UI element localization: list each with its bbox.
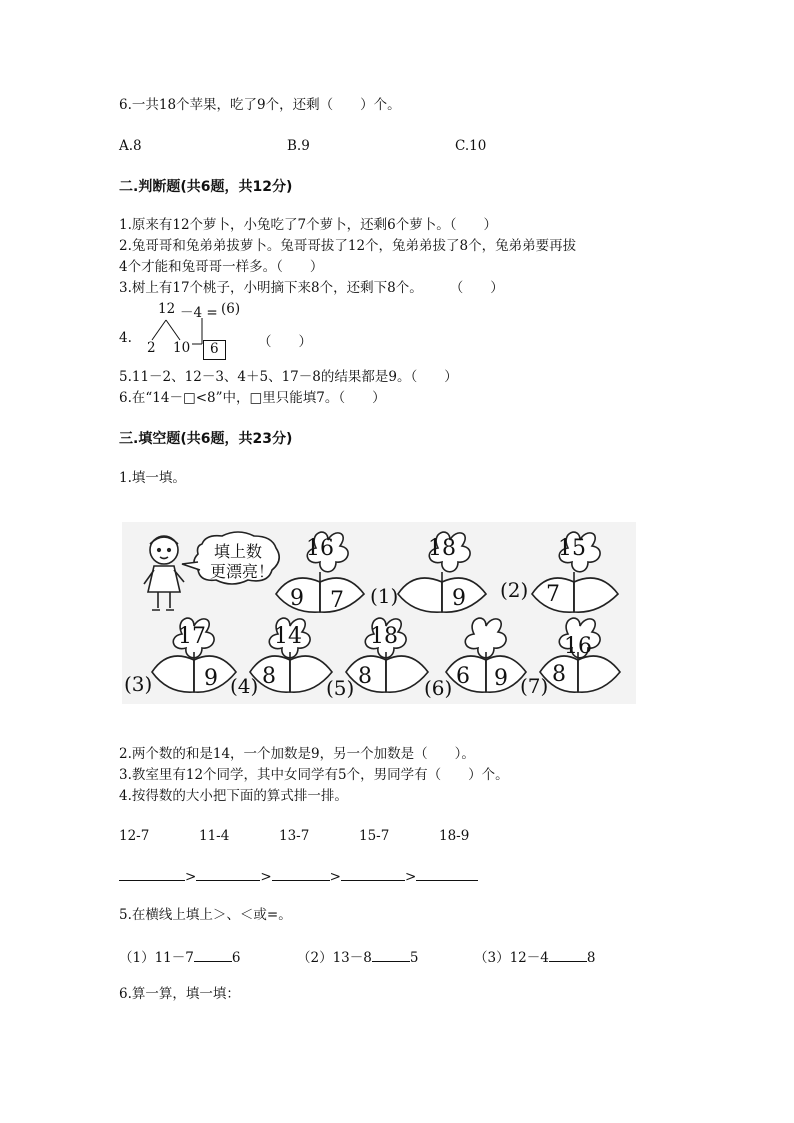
equation-operation: －4 = bbox=[180, 305, 218, 321]
flower-7-top: 16 bbox=[564, 634, 592, 659]
bubble-line-2: 更漂亮！ bbox=[210, 562, 275, 581]
compare-2 bbox=[297, 946, 418, 966]
gt-sign-2: > bbox=[260, 869, 272, 885]
flower-5-label: (5) bbox=[326, 676, 355, 700]
split-part-b: 10 bbox=[173, 340, 191, 356]
expression-4: 15-7 bbox=[359, 828, 390, 844]
gt-sign-1: > bbox=[185, 869, 197, 885]
expression-5: 18-9 bbox=[439, 828, 470, 844]
judge-item-1: 1.原来有12个萝卜，小兔吃了7个萝卜，还剩6个萝卜。（ ） bbox=[119, 217, 497, 233]
judge-item-2-cont: 4个才能和兔哥哥一样多。（ ） bbox=[119, 259, 324, 275]
compare-3-right: 8 bbox=[586, 950, 596, 966]
judge-item-4-paren: （ ） bbox=[258, 334, 312, 350]
expression-1: 12-7 bbox=[119, 828, 150, 844]
compare-3 bbox=[474, 946, 595, 966]
fill-item-3: 3.教室里有12个同学，其中女同学有5个，男同学有（ ）个。 bbox=[119, 767, 509, 783]
fill-item-1: 1.填一填。 bbox=[119, 470, 186, 486]
flower-4-top: 14 bbox=[274, 624, 302, 649]
flower-0-left: 9 bbox=[290, 586, 304, 611]
option-c[interactable]: C.10 bbox=[455, 138, 487, 154]
ordering-blank-3[interactable] bbox=[272, 866, 330, 881]
expression-2: 11-4 bbox=[199, 828, 230, 844]
ordering-blank-1[interactable] bbox=[119, 866, 185, 881]
flower-4-left: 8 bbox=[262, 664, 276, 689]
flower-3-label: (3) bbox=[124, 672, 153, 696]
fill-item-6: 6.算一算，填一填： bbox=[119, 986, 240, 1002]
bubble-line-1: 填上数 bbox=[214, 542, 263, 561]
compare-2-right: 5 bbox=[409, 950, 419, 966]
compare-3-left: （3）12－4 bbox=[474, 950, 549, 966]
flower-3-right: 9 bbox=[204, 666, 218, 691]
flower-7-label: (7) bbox=[520, 674, 549, 698]
flower-3-top: 17 bbox=[178, 624, 206, 649]
ordering-blank-2[interactable] bbox=[196, 866, 260, 881]
option-a[interactable]: A.8 bbox=[119, 138, 142, 154]
equation-minuend: 12 bbox=[158, 301, 176, 317]
flower-6-right: 9 bbox=[494, 666, 508, 691]
equation-result: (6) bbox=[221, 301, 241, 317]
flower-2-top: 15 bbox=[558, 536, 586, 561]
ordering-row bbox=[119, 866, 478, 886]
fill-item-2: 2.两个数的和是14，一个加数是9，另一个加数是（ ）。 bbox=[119, 746, 475, 762]
flower-1-right: 9 bbox=[452, 586, 466, 611]
flower-6-label: (6) bbox=[424, 676, 453, 700]
flower-2-left: 7 bbox=[546, 582, 560, 607]
split-part-a: 2 bbox=[147, 340, 156, 356]
expression-3: 13-7 bbox=[279, 828, 310, 844]
compare-1-left: （1）11－7 bbox=[119, 950, 194, 966]
judge-item-2: 2.兔哥哥和兔弟弟拔萝卜。兔哥哥拔了12个，兔弟弟拔了8个，兔弟弟要再拔 bbox=[119, 238, 577, 254]
compare-3-blank[interactable] bbox=[549, 947, 587, 962]
compare-1-blank[interactable] bbox=[194, 947, 232, 962]
gt-sign-3: > bbox=[329, 869, 341, 885]
judge-item-6: 6.在“14－□<8”中，□里只能填7。（ ） bbox=[119, 390, 386, 406]
fill-item-5: 5.在横线上填上＞、＜或=。 bbox=[119, 907, 292, 923]
gt-sign-4: > bbox=[404, 869, 417, 885]
flower-0-right: 7 bbox=[330, 588, 344, 613]
flowers-illustration bbox=[122, 522, 636, 704]
ordering-blank-5[interactable] bbox=[416, 866, 478, 881]
compare-2-blank[interactable] bbox=[372, 947, 410, 962]
flower-1-top: 18 bbox=[428, 536, 456, 561]
answer-box bbox=[203, 340, 226, 360]
judge-item-4-label: 4. bbox=[119, 330, 132, 346]
option-b[interactable]: B.9 bbox=[287, 138, 310, 154]
flower-5-left: 8 bbox=[358, 664, 372, 689]
flower-0-top: 16 bbox=[306, 536, 334, 561]
fill-item-4: 4.按得数的大小把下面的算式排一排。 bbox=[119, 788, 348, 804]
compare-2-left: （2）13－8 bbox=[297, 950, 372, 966]
answer-box-value: 6 bbox=[210, 341, 219, 357]
question-6-stem: 6.一共18个苹果，吃了9个，还剩（ ）个。 bbox=[119, 97, 401, 113]
flower-4-label: (4) bbox=[230, 674, 259, 698]
compare-1-right: 6 bbox=[231, 950, 241, 966]
ordering-blank-4[interactable] bbox=[341, 866, 405, 881]
section-3-title: 三.填空题(共6题，共23分) bbox=[119, 431, 293, 447]
section-2-title: 二.判断题(共6题，共12分) bbox=[119, 179, 293, 195]
flower-5-top: 18 bbox=[370, 624, 398, 649]
compare-1 bbox=[119, 946, 240, 966]
judge-item-5: 5.11－2、12－3、4＋5、17－8的结果都是9。（ ） bbox=[119, 369, 458, 385]
flower-2-label: (2) bbox=[500, 578, 529, 602]
judge-item-3: 3.树上有17个桃子，小明摘下来8个，还剩下8个。 （ ） bbox=[119, 280, 504, 296]
flower-1-label: (1) bbox=[370, 584, 399, 608]
flower-6-left: 6 bbox=[456, 664, 470, 689]
flower-7-left: 8 bbox=[552, 662, 566, 687]
